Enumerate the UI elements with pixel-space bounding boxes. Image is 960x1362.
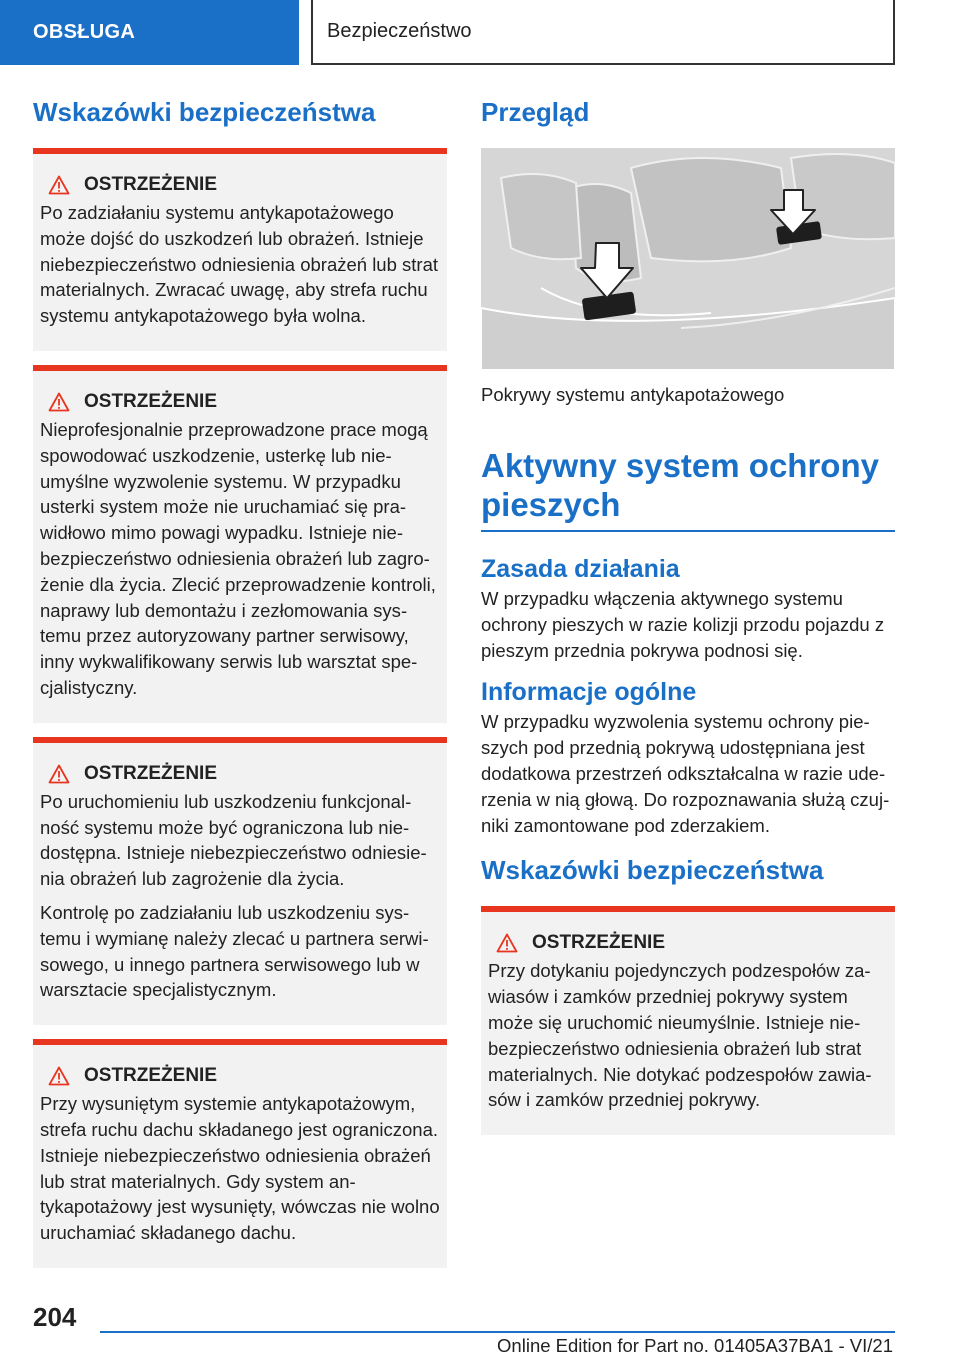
general-text: W przypadku wyzwolenia systemu ochrony pieszych pod przednią pokrywą udostępniana jest dodatkowa przestrzeń odkształcalna w razie uderzenia w nią głową. Do rozpoznawania służą czujniki zamontowane pod zderzakiem. xyxy=(481,711,890,836)
safety-heading: Wskazówki bezpieczeństwa xyxy=(33,97,376,127)
general-heading: Informacje ogólne xyxy=(481,678,697,707)
main-heading: Aktywny system ochrony pieszych xyxy=(481,446,895,532)
warning-text: Kontrolę po zadziałaniu lub uszkodzeniu systemu i wymianę należy zlecać u partnera serwisowego, u innego partnera serwisowego lub w warsztacie specjalistycznym. xyxy=(40,901,429,1001)
figure-caption: Pokrywy systemu antykapotażowego xyxy=(481,384,785,405)
chapter-label: OBSŁUGA xyxy=(33,21,136,43)
safety-heading-right: Wskazówki bezpieczeństwa xyxy=(481,855,824,886)
section-label: Bezpieczeństwo xyxy=(327,20,472,42)
principle-text: W przypadku włączenia aktywnego systemu ochrony pieszych w razie kolizji przodu pojazdu z pieszym przednia pokrywa podnosi się. xyxy=(481,588,885,661)
warning-triangle-icon xyxy=(48,764,70,784)
section-header xyxy=(311,0,895,65)
car-interior-illustration xyxy=(481,148,895,370)
figure-hood-covers xyxy=(481,148,895,370)
warning-text: Po uruchomieniu lub uszkodzeniu funkcjonalność systemu może być ograniczona lub niedostępna. Istnieje niebezpieczeństwo odniesienia obrażeń lub zagrożenie dla życia. xyxy=(40,790,427,890)
warning-box xyxy=(481,906,895,1135)
warning-text: Przy wysuniętym systemie antykapotażowym, strefa ruchu dachu składanego jest ograniczona. Istnieje niebezpieczeństwo odniesienia obrażeń lub strat materialnych. Gdy system antykapotażowy jest wysunięty, wówczas nie wolno uruchamiać składanego dachu. xyxy=(40,1093,440,1244)
warning-box xyxy=(33,737,447,1025)
principle-heading: Zasada działania xyxy=(481,555,680,583)
footer-divider xyxy=(100,1331,895,1333)
left-column xyxy=(33,96,447,1268)
warning-text: Przy dotykaniu pojedynczych podzespołów zawiasów i zamków przedniej pokrywy system może się uruchomić nieumyślnie. Istnieje niebezpieczeństwo odniesienia obrażeń lub strat materialnych. Nie dotykać podzespołów zawiasów i zamków przedniej pokrywy. xyxy=(488,960,872,1111)
warning-triangle-icon xyxy=(48,1066,70,1086)
right-column xyxy=(481,96,895,1135)
warning-title: OSTRZEŻENIE xyxy=(40,174,440,196)
warning-box xyxy=(33,1039,447,1268)
warning-triangle-icon xyxy=(48,392,70,412)
warning-title: OSTRZEŻENIE xyxy=(488,932,888,954)
warning-text: Nieprofesjonalnie przeprowadzone prace mogą spowodować uszkodzenie, usterkę lub nieumyślne wyzwolenie systemu. W przypadku usterki system może nie uruchamiać się prawidłowo mimo powagi wypadku. Istnieje niebezpieczeństwo odniesienia obrażeń lub zagrożenie dla życia. Zlecić przeprowadzenie kontroli, naprawy lub demontażu i zezłomowania systemu przez autoryzowany partner serwisowy, inny wykwalifikowany serwis lub warsztat specjalistyczny. xyxy=(40,418,436,698)
chapter-tab[interactable] xyxy=(0,0,299,65)
warning-text: Po zadziałaniu systemu antykapotażowego może dojść do uszkodzeń lub obrażeń. Istnieje niebezpieczeństwo odniesienia obrażeń lub strat materialnych. Zwracać uwagę, aby strefa ruchu systemu antykapotażowego była wolna. xyxy=(40,202,439,327)
warning-box xyxy=(33,148,447,351)
warning-triangle-icon xyxy=(496,933,518,953)
edition-label: Online Edition for Part no. 01405A37BA1 - VI/21 xyxy=(497,1335,893,1356)
warning-title: OSTRZEŻENIE xyxy=(40,1065,440,1087)
warning-box xyxy=(33,365,447,723)
warning-title: OSTRZEŻENIE xyxy=(40,763,440,785)
warning-title: OSTRZEŻENIE xyxy=(40,391,440,413)
page-number: 204 xyxy=(33,1302,77,1332)
warning-triangle-icon xyxy=(48,175,70,195)
overview-heading: Przegląd xyxy=(481,97,590,127)
